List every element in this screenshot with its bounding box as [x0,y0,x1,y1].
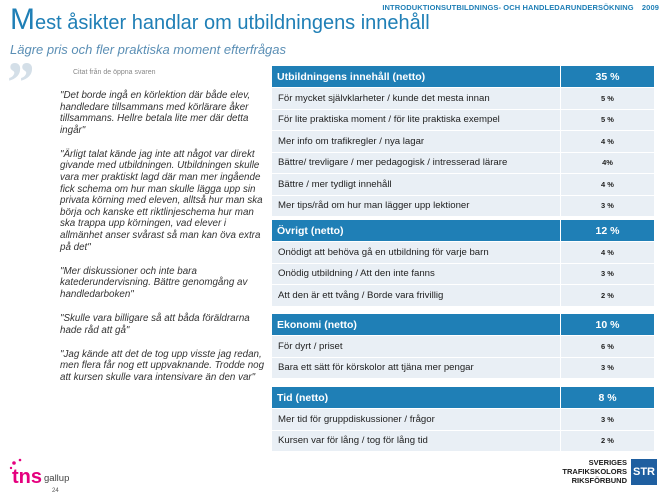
table-row [272,431,654,453]
group-header [272,387,654,408]
table-row [272,242,654,264]
page-number: 24 [52,488,59,494]
table-row [272,153,654,175]
str-abbr: STR [631,459,657,485]
group-header [272,314,654,335]
report-tag-part1: INTRODUKTIONSUTBILDNINGS- [382,3,502,12]
row-label: Bättre/ trevligare / mer pedagogisk / intresserad lärare [272,153,560,174]
str-line2: TRAFIKSKOLORS [562,467,627,476]
str-logo [562,458,657,485]
report-year: 2009 [641,3,659,12]
row-label: För mycket självklarheter / kunde det mesta innan [272,88,560,109]
table-row [272,336,654,358]
table-row [272,358,654,380]
str-line1: SVERIGES [588,458,627,467]
table-row [272,196,654,218]
row-label: För lite praktiska moment / för lite praktiska exempel [272,110,560,131]
group-title: Tid (netto) [272,387,560,408]
quote-item: "Skulle vara billigare så att båda föräldrarna hade råd att gå" [60,313,250,336]
row-label: Bara ett sätt för körskolor att tjäna mer pengar [272,358,560,379]
quotes-caption: Citat från de öppna svaren [73,69,156,76]
group-tid [272,387,654,452]
gallup-text: gallup [44,473,70,484]
table-row [272,174,654,196]
quote-item: "Det borde ingå en körlektion där både elev, handledare tillsammans med körlärare åker tillsammans. Hellre betala lite mer där detta ingår" [60,90,251,136]
quote-item: "Mer diskussioner och inte bara katederundervisning. Bättre genomgång av handledarboken" [60,265,248,300]
page-title [10,5,430,35]
row-label: Onödig utbildning / Att den inte fanns [272,264,560,285]
row-value: 4 % [561,131,654,152]
row-label: För dyrt / priset [272,336,560,357]
row-label: Bättre / mer tydligt innehåll [272,174,560,195]
table-row [272,264,654,286]
row-label: Onödigt att behöva gå en utbildning för varje barn [272,242,560,263]
report-tag-part2: OCH HANDLEDARUNDERSÖKNING [503,3,634,12]
row-value: 4 % [561,242,654,263]
group-value: 35 % [561,66,654,87]
group-value: 12 % [561,220,654,241]
row-label: Mer tips/råd om hur man lägger upp lektioner [272,196,560,217]
group-utbildningens-innehall [272,66,654,217]
title-rest: est åsikter handlar om utbildningens innehåll [35,12,430,34]
quote-mark-icon: ” [4,50,33,115]
row-label: Att den är ett tvång / Borde vara frivillig [272,285,560,306]
table-row [272,88,654,110]
table-row [272,131,654,153]
group-title: Övrigt (netto) [272,220,560,241]
row-value: 4% [561,153,654,174]
row-value: 5 % [561,88,654,109]
row-label: Kursen var för lång / tog för lång tid [272,431,560,452]
row-label: Mer tid för gruppdiskussioner / frågor [272,409,560,430]
tns-brand-text: tns [12,466,42,488]
row-value: 6 % [561,336,654,357]
str-name [562,458,627,485]
quotes-list [60,90,270,396]
row-value: 2 % [561,285,654,306]
row-value: 3 % [561,358,654,379]
group-header [272,66,654,87]
row-label: Mer info om trafikregler / nya lagar [272,131,560,152]
row-value: 3 % [561,196,654,217]
table-row [272,110,654,132]
table-row [272,409,654,431]
title-initial: M [10,3,35,36]
row-value: 3 % [561,264,654,285]
row-value: 3 % [561,409,654,430]
quote-item: "Ärligt talat kände jag inte att något var direkt givande med utbildningen. Utbildningen skulle vara mer praktiskt lagd där man mer ingående fick schema om hur man skulle lägga upp sin privata körning med eleven, alltså hur man ska börja och kanske ett riktlinjeschema hur man ska trappa upp körningen, vad elever i allmänhet anser svårast så man kan öva extra på det" [60,148,263,253]
group-ekonomi [272,314,654,379]
group-header [272,220,654,241]
row-value: 5 % [561,110,654,131]
group-value: 8 % [561,387,654,408]
group-title: Ekonomi (netto) [272,314,560,335]
row-value: 2 % [561,431,654,452]
group-value: 10 % [561,314,654,335]
row-value: 4 % [561,174,654,195]
table-row [272,285,654,307]
str-line3: RIKSFÖRBUND [571,476,627,485]
page-subtitle: Lägre pris och fler praktiska moment efterfrågas [10,42,287,57]
quote-item: "Jag kände att det de tog upp visste jag redan, men flera får nog ett uppvaknande. Trodde nog att kursen skulle vara intensivare än den var" [60,348,265,383]
group-ovrigt [272,220,654,307]
group-title: Utbildningens innehåll (netto) [272,66,560,87]
